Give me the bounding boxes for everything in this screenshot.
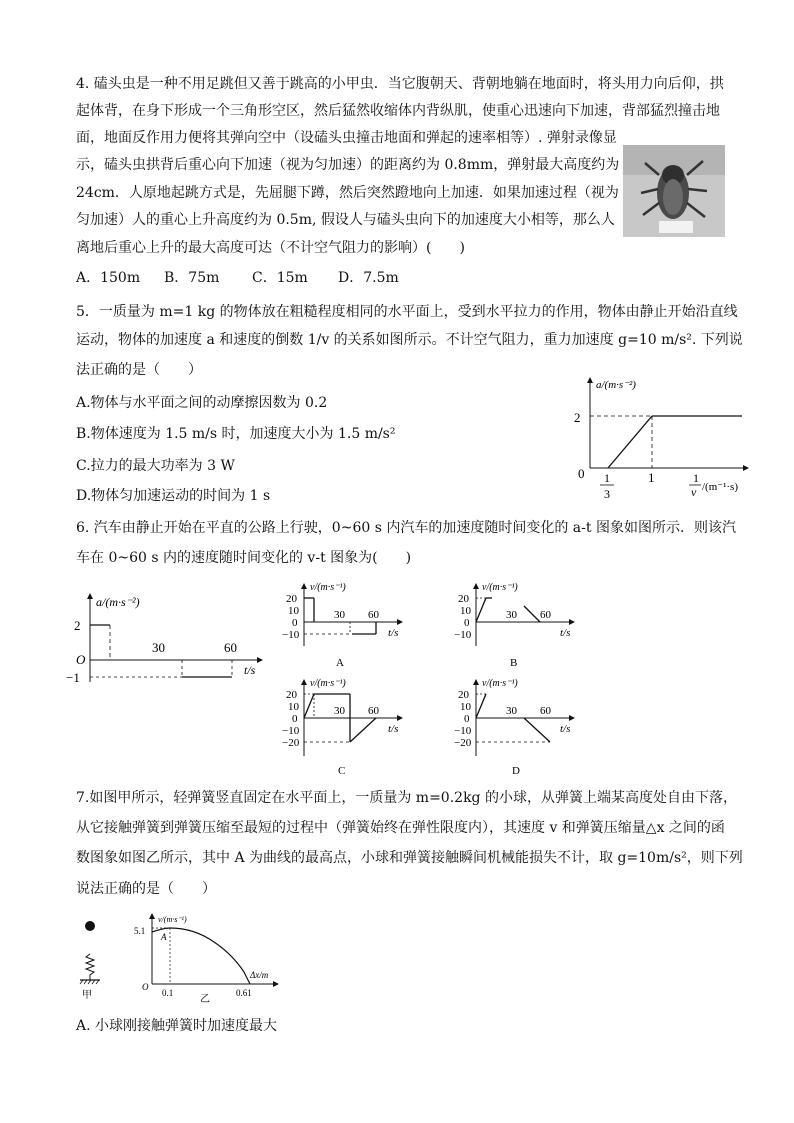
q4-line-4: 示，磕头虫拱背后重心向下加速（视为匀加速）的距离约为 0.8mm，弹射最大高度约为 bbox=[76, 157, 620, 173]
q7-x-tick-1: 0.1 bbox=[162, 988, 174, 998]
q6-c-tick-0: 0 bbox=[292, 713, 298, 725]
q6-a-tick-0: 0 bbox=[292, 617, 298, 629]
q7-y-tick: 5.1 bbox=[134, 926, 146, 936]
q4-line-1: 4. 磕头虫是一种不用足跳但又善于跳高的小甲虫．当它腹朝天、背朝地躺在地面时，将头用力向后仰，拱 bbox=[76, 76, 724, 92]
q6-b-y-label: v/(m·s⁻¹) bbox=[482, 582, 518, 593]
q6-at-origin: O bbox=[76, 652, 86, 667]
q7-point-a: A bbox=[161, 932, 167, 942]
q7-x-tick-2: 0.61 bbox=[236, 988, 252, 998]
q6-c-xtick-30: 30 bbox=[334, 705, 345, 717]
q6-a-tick-neg10: −10 bbox=[282, 629, 300, 641]
q6-b-tick-neg10: −10 bbox=[454, 629, 472, 641]
click-beetle-photo bbox=[623, 145, 725, 237]
q5-x-tick-1: 1 bbox=[648, 470, 655, 485]
q5-x-label-unit: /(m⁻¹·s) bbox=[702, 481, 738, 493]
q6-b-xtick-60: 60 bbox=[540, 609, 551, 621]
q5-x-tick-num: 1 bbox=[604, 471, 610, 485]
q6-d-xtick-30: 30 bbox=[506, 705, 517, 717]
q5-option-d[interactable]: D.物体匀加速运动的时间为 1 s bbox=[76, 488, 271, 504]
q5-option-a[interactable]: A.物体与水平面之间的动摩擦因数为 0.2 bbox=[76, 395, 328, 411]
q5-rising-segment bbox=[608, 416, 652, 468]
q6-at-y-tick-neg: −1 bbox=[66, 670, 80, 685]
q6-at-y-label: a/(m·s⁻²) bbox=[96, 595, 140, 609]
q7-x-label: Δx/m bbox=[250, 970, 269, 980]
q5-line-3: 法正确的是（ ） bbox=[76, 362, 202, 378]
q4-line-6: 匀加速）人的重心上升高度约为 0.5m, 假设人与磕头虫向下的加速度大小相等，那么人 bbox=[76, 212, 615, 228]
q6-at-graph bbox=[56, 588, 266, 688]
q6-c-tick-10: 10 bbox=[288, 701, 299, 713]
q6-choice-d-graph[interactable] bbox=[452, 676, 582, 780]
q4-line-5: 24cm．人原地起跳方式是，先屈腿下蹲，然后突然蹬地向上加速．如果加速过程（视为 bbox=[76, 185, 619, 201]
q6-c-tick-neg10: −10 bbox=[282, 725, 300, 737]
q5-origin: 0 bbox=[578, 466, 585, 481]
q6-line-2: 车在 0~60 s 内的速度随时间变化的 v-t 图象为( ) bbox=[76, 550, 412, 566]
q7-ball bbox=[85, 921, 95, 931]
q6-a-letter: A bbox=[336, 657, 344, 669]
q6-c-tick-neg20: −20 bbox=[282, 737, 300, 749]
q4-option-b[interactable]: B．75m bbox=[164, 270, 220, 286]
q7-figure bbox=[64, 910, 284, 1006]
q6-a-tick-10: 10 bbox=[288, 605, 299, 617]
q5-y-tick: 2 bbox=[574, 410, 581, 425]
q6-d-tick-10: 10 bbox=[460, 701, 471, 713]
q6-at-x-tick-60: 60 bbox=[224, 640, 237, 655]
q6-d-letter: D bbox=[512, 765, 520, 777]
q4-line-7: 离地后重心上升的最大高度可达（不计空气阻力的影响）( ) bbox=[76, 240, 465, 256]
q4-line-2: 起体背，在身下形成一个三角形空区，然后猛然收缩体内背纵肌，使重心迅速向下加速，背部猛烈撞击地 bbox=[76, 103, 720, 119]
q7-curve bbox=[152, 928, 250, 984]
q7-origin: O bbox=[142, 982, 149, 992]
q6-b-tick-20: 20 bbox=[458, 593, 469, 605]
q6-b-x-label: t/s bbox=[560, 627, 571, 639]
q6-a-xtick-30: 30 bbox=[334, 609, 345, 621]
q6-c-tick-20: 20 bbox=[286, 689, 297, 701]
q4-option-d[interactable]: D．7.5m bbox=[338, 270, 399, 286]
q6-c-x-label: t/s bbox=[388, 723, 399, 735]
q6-b-letter: B bbox=[510, 657, 518, 669]
q7-line-1: 7.如图甲所示，轻弹簧竖直固定在水平面上，一质量为 m=0.2kg 的小球，从弹簧上端某高度处自由下落， bbox=[76, 790, 737, 806]
q7-line-3: 数图象如图乙所示，其中 A 为曲线的最高点，小球和弹簧接触瞬间机械能损失不计，取 g=10m/s²，则下列 bbox=[76, 850, 743, 866]
q5-option-c[interactable]: C.拉力的最大功率为 3 W bbox=[76, 458, 235, 474]
q6-d-tick-20: 20 bbox=[458, 689, 469, 701]
q6-b-xtick-30: 30 bbox=[506, 609, 517, 621]
q6-choice-b-graph[interactable] bbox=[452, 580, 582, 670]
q7-y-label: v/(m·s⁻¹) bbox=[158, 915, 187, 924]
q6-at-x-label: t/s bbox=[244, 663, 256, 677]
q5-line-2: 运动，物体的加速度 a 和速度的倒数 1/v 的关系如图所示。不计空气阻力，重力加速度 g=10 m/s². 下列说 bbox=[76, 332, 743, 348]
q6-at-x-tick-30: 30 bbox=[152, 640, 165, 655]
q6-line-1: 6. 汽车由静止开始在平直的公路上行驶，0~60 s 内汽车的加速度随时间变化的 a-t 图象如图所示．则该汽 bbox=[76, 520, 736, 536]
q5-x-label-num: 1 bbox=[693, 471, 699, 485]
q6-b-tick-0: 0 bbox=[464, 617, 470, 629]
q5-a-vs-inverse-v-graph bbox=[560, 372, 760, 502]
q5-option-b[interactable]: B.物体速度为 1.5 m/s 时，加速度大小为 1.5 m/s² bbox=[76, 426, 396, 442]
q5-line-1: 5．一质量为 m=1 kg 的物体放在粗糙程度相同的水平面上，受到水平拉力的作用，物体由静止开始沿直线 bbox=[76, 304, 738, 320]
q4-option-c[interactable]: C．15m bbox=[252, 270, 308, 286]
q5-x-label-den: v bbox=[691, 485, 697, 499]
q6-d-tick-neg10: −10 bbox=[454, 725, 472, 737]
q7-label-yi: 乙 bbox=[200, 994, 210, 1005]
q6-at-y-tick-2: 2 bbox=[74, 618, 81, 633]
q6-d-x-label: t/s bbox=[560, 723, 571, 735]
q6-choice-c-graph[interactable] bbox=[280, 676, 410, 780]
q5-x-tick-den: 3 bbox=[604, 487, 610, 501]
q6-a-xtick-60: 60 bbox=[368, 609, 379, 621]
q7-spring bbox=[86, 954, 94, 980]
q6-d-tick-neg20: −20 bbox=[454, 737, 472, 749]
q6-b-tick-10: 10 bbox=[460, 605, 471, 617]
q6-d-xtick-60: 60 bbox=[540, 705, 551, 717]
q6-a-tick-20: 20 bbox=[286, 593, 297, 605]
q4-line-3: 面，地面反作用力便将其弹向空中（设磕头虫撞击地面和弹起的速率相等）. 弹射录像显 bbox=[76, 130, 617, 146]
q6-d-y-label: v/(m·s⁻¹) bbox=[482, 678, 518, 689]
q6-choice-a-graph[interactable] bbox=[280, 580, 410, 670]
q6-c-y-label: v/(m·s⁻¹) bbox=[310, 678, 346, 689]
q4-options bbox=[76, 267, 399, 287]
q6-d-tick-0: 0 bbox=[464, 713, 470, 725]
q6-c-letter: C bbox=[338, 765, 346, 777]
q7-option-a[interactable]: A. 小球刚接触弹簧时加速度最大 bbox=[76, 1018, 278, 1034]
q7-label-jia: 甲 bbox=[82, 990, 92, 1001]
q5-y-label: a/(m·s⁻²) bbox=[596, 379, 636, 391]
q6-a-x-label: t/s bbox=[388, 627, 399, 639]
q4-option-a[interactable]: A．150m bbox=[76, 270, 141, 286]
q6-c-xtick-60: 60 bbox=[368, 705, 379, 717]
q7-line-4: 说法正确的是（ ） bbox=[76, 881, 216, 897]
q6-a-y-label: v/(m·s⁻¹) bbox=[310, 582, 346, 593]
q7-line-2: 从它接触弹簧到弹簧压缩至最短的过程中（弹簧始终在弹性限度内），其速度 v 和弹簧压缩量△x 之间的函 bbox=[76, 820, 725, 836]
